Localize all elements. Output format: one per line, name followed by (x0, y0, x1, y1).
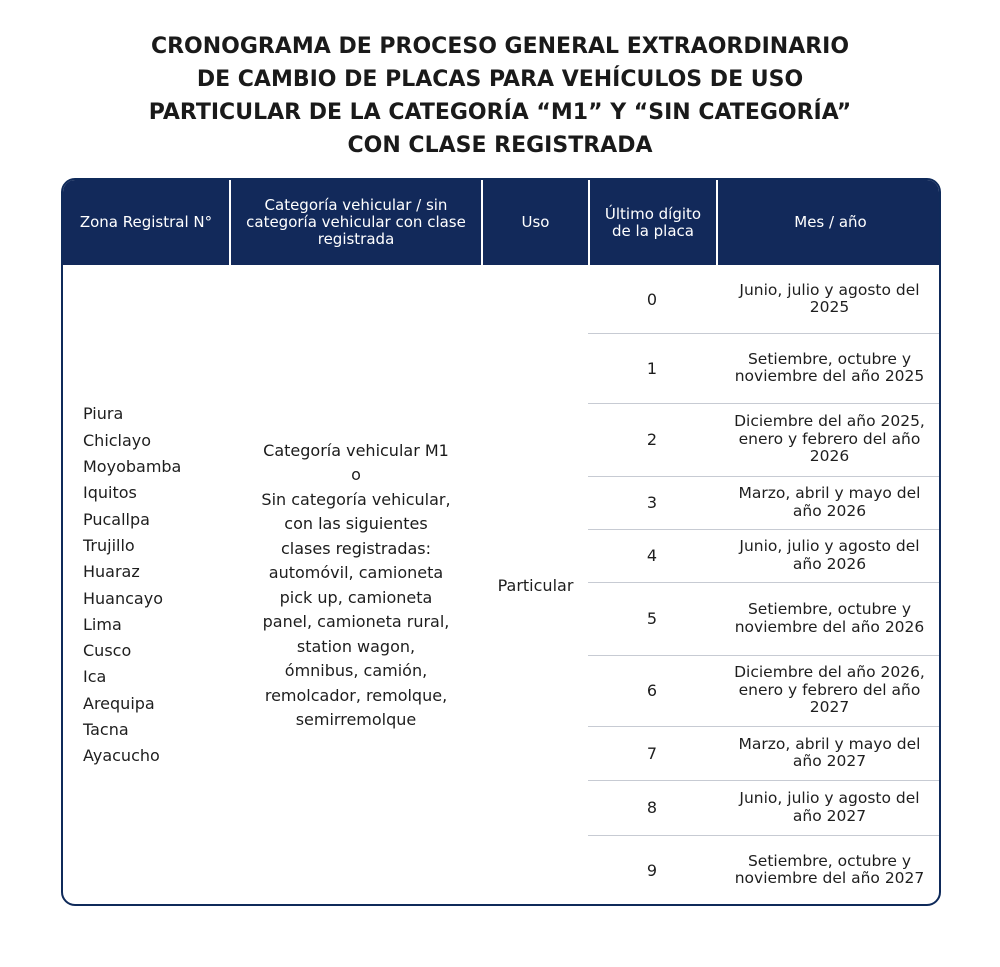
zone-item: Huancayo (83, 588, 163, 608)
zone-item: Chiclayo (83, 430, 152, 450)
title-line: CON CLASE REGISTRADA (347, 133, 653, 158)
category-line: panel, camioneta rural, (262, 612, 450, 631)
category-line: con las siguientes (284, 514, 428, 533)
uso-cell (483, 265, 588, 906)
digit-cell: 3 (646, 493, 658, 512)
month-cell: Junio, julio y agosto del 2025 (739, 280, 920, 316)
zone-item: Cusco (83, 641, 132, 661)
category-cell (231, 265, 481, 906)
category-line: semirremolque (295, 710, 417, 729)
digit-cell: 4 (646, 546, 658, 565)
title-line: PARTICULAR DE LA CATEGORÍA “M1” Y “SIN CATEGORÍA” (148, 100, 852, 125)
title-line: CRONOGRAMA DE PROCESO GENERAL EXTRAORDINARIO (150, 34, 850, 59)
table-row (588, 333, 941, 403)
category-line: clases registradas: (281, 538, 431, 558)
table-header (63, 180, 939, 265)
month-cell: Diciembre del año 2025, enero y febrero del año 2026 (734, 412, 925, 466)
uso-value: Particular (497, 576, 574, 595)
category-line: remolcador, remolque, (264, 685, 448, 705)
schedule-rows (588, 265, 941, 906)
table-row (588, 780, 941, 835)
category-line: ómnibus, camión, (284, 661, 428, 680)
table-row (588, 726, 941, 780)
zone-item: Piura (83, 404, 124, 424)
digit-cell: 0 (646, 289, 658, 309)
category-line: Sin categoría vehicular, (261, 489, 451, 509)
table-row (588, 403, 941, 476)
month-cell: Setiembre, octubre y noviembre del año 2025 (734, 349, 925, 385)
month-cell: Junio, julio y agosto del año 2027 (739, 789, 920, 825)
zone-item: Trujillo (83, 535, 135, 555)
zone-item: Iquitos (83, 483, 137, 503)
schedule-table (61, 178, 941, 906)
digit-cell: 1 (646, 358, 658, 378)
table-row (588, 582, 941, 655)
header-uso: Uso (483, 180, 590, 265)
month-cell: Setiembre, octubre y noviembre del año 2027 (734, 851, 925, 887)
month-cell: Diciembre del año 2026, enero y febrero del año 2027 (734, 663, 925, 717)
header-zona: Zona Registral N° (63, 180, 231, 265)
month-cell: Marzo, abril y mayo del año 2026 (738, 484, 921, 520)
zones-list (83, 265, 228, 906)
digit-cell: 8 (646, 798, 658, 817)
digit-cell: 2 (646, 430, 658, 449)
zone-item: Lima (83, 614, 122, 634)
header-digito: Último dígito de la placa (590, 180, 718, 265)
category-line: pick up, camioneta (279, 587, 433, 607)
category-line: automóvil, camioneta (268, 563, 444, 582)
category-line: station wagon, (296, 636, 416, 656)
digit-cell: 7 (646, 743, 658, 763)
digit-cell: 9 (646, 860, 658, 880)
zone-item: Tacna (83, 719, 129, 739)
zone-item: Ica (83, 667, 107, 687)
table-row (588, 476, 941, 529)
month-cell: Marzo, abril y mayo del año 2027 (738, 734, 921, 770)
zone-item: Huaraz (83, 562, 140, 582)
month-cell: Setiembre, octubre y noviembre del año 2026 (734, 600, 925, 636)
digit-cell: 5 (646, 609, 658, 628)
table-row (588, 655, 941, 726)
table-row (588, 265, 941, 333)
zone-item: Arequipa (83, 693, 155, 713)
zone-item: Moyobamba (83, 457, 182, 477)
table-row (588, 529, 941, 582)
digit-cell: 6 (646, 681, 658, 700)
page-title (0, 30, 1000, 162)
header-categoria: Categoría vehicular / sin categoría vehicular con clase registrada (231, 180, 483, 265)
zone-item: Pucallpa (83, 509, 150, 529)
table-row (588, 835, 941, 905)
category-line: o (351, 465, 361, 484)
header-mes: Mes / año (794, 213, 867, 231)
category-line: Categoría vehicular M1 (263, 440, 449, 460)
zone-item: Ayacucho (83, 746, 160, 766)
month-cell: Junio, julio y agosto del año 2026 (739, 537, 920, 573)
title-line: DE CAMBIO DE PLACAS PARA VEHÍCULOS DE USO (196, 67, 804, 92)
